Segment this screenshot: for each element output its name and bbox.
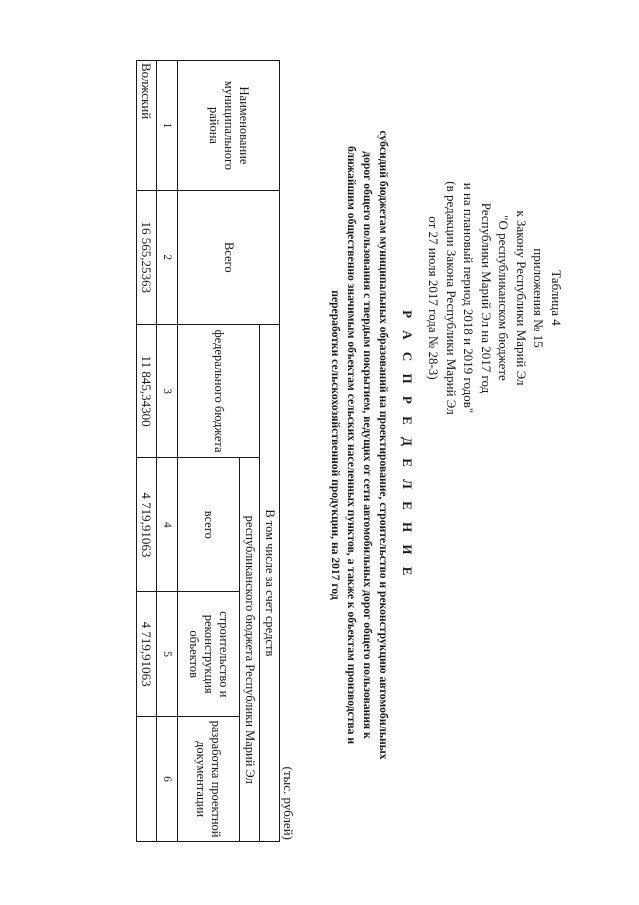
- column-number-row: [157, 61, 178, 842]
- header-district-name: Наименование муниципального района: [178, 61, 280, 191]
- header-republic-budget: республиканского бюджета Республики Марий Эл: [240, 458, 260, 842]
- column-number: 2: [157, 190, 178, 324]
- federal-value: 11 845,34300: [137, 324, 157, 458]
- header-including: В том числе за счет средств: [260, 324, 280, 841]
- appendix-line: Республики Марий Эл на 2017 год: [479, 202, 494, 394]
- header-total: Всего: [178, 190, 280, 324]
- total-value: 16 565,25363: [137, 190, 157, 324]
- republic-total-value: 4 719,91063: [137, 458, 157, 592]
- appendix-line: от 27 июля 2017 года № 28-З): [426, 216, 442, 380]
- appendix-line: и на плановый период 2018 и 2019 годов": [461, 182, 477, 414]
- column-number: 1: [157, 61, 178, 191]
- appendix-line: (в редакции Закона Республики Марий Эл: [444, 181, 459, 415]
- header-design: разработка проектной документации: [178, 717, 240, 842]
- column-number: 4: [157, 458, 178, 592]
- table-row: [137, 61, 157, 842]
- document-subtitle: [327, 40, 391, 850]
- header-republic-total: всего: [178, 458, 240, 592]
- column-number: 5: [157, 592, 178, 717]
- appendix-line: "О республиканском бюджете: [496, 215, 512, 381]
- header-federal-budget: федерального бюджета: [178, 324, 260, 458]
- subtitle-line: субсидий бюджетам муниципальных образований на проектирование, строительство и реконструкцию автомобильных: [377, 130, 390, 760]
- design-value: [137, 717, 157, 842]
- appendix-header: [425, 138, 565, 458]
- document-title: Р А С П Р Е Д Е Л Е Н И Е: [400, 310, 415, 580]
- column-number: 3: [157, 324, 178, 458]
- district-name: Волжский: [137, 61, 157, 191]
- subtitle-line: дорог общего пользования с твердым покрытием, ведущих от сети автомобильных дорог общего пользования к: [361, 151, 374, 739]
- subtitle-line: ближайшим общественно значимым объектам сельских населенных пунктов, а также к объектам производства и: [345, 145, 358, 745]
- distribution-table: [136, 60, 280, 842]
- column-number: 6: [157, 717, 178, 842]
- construction-value: 4 719,91063: [137, 592, 157, 717]
- units-label: (тыс. рублей): [281, 766, 296, 840]
- appendix-line: приложения № 15: [531, 248, 547, 348]
- header-construction: строительство и реконструкция объектов: [178, 592, 240, 717]
- subtitle-line: переработки сельскохозяйственной продукции, на 2017 год: [329, 290, 342, 600]
- appendix-line: Таблица 4: [549, 270, 564, 326]
- appendix-line: к Закону Республики Марий Эл: [514, 210, 529, 386]
